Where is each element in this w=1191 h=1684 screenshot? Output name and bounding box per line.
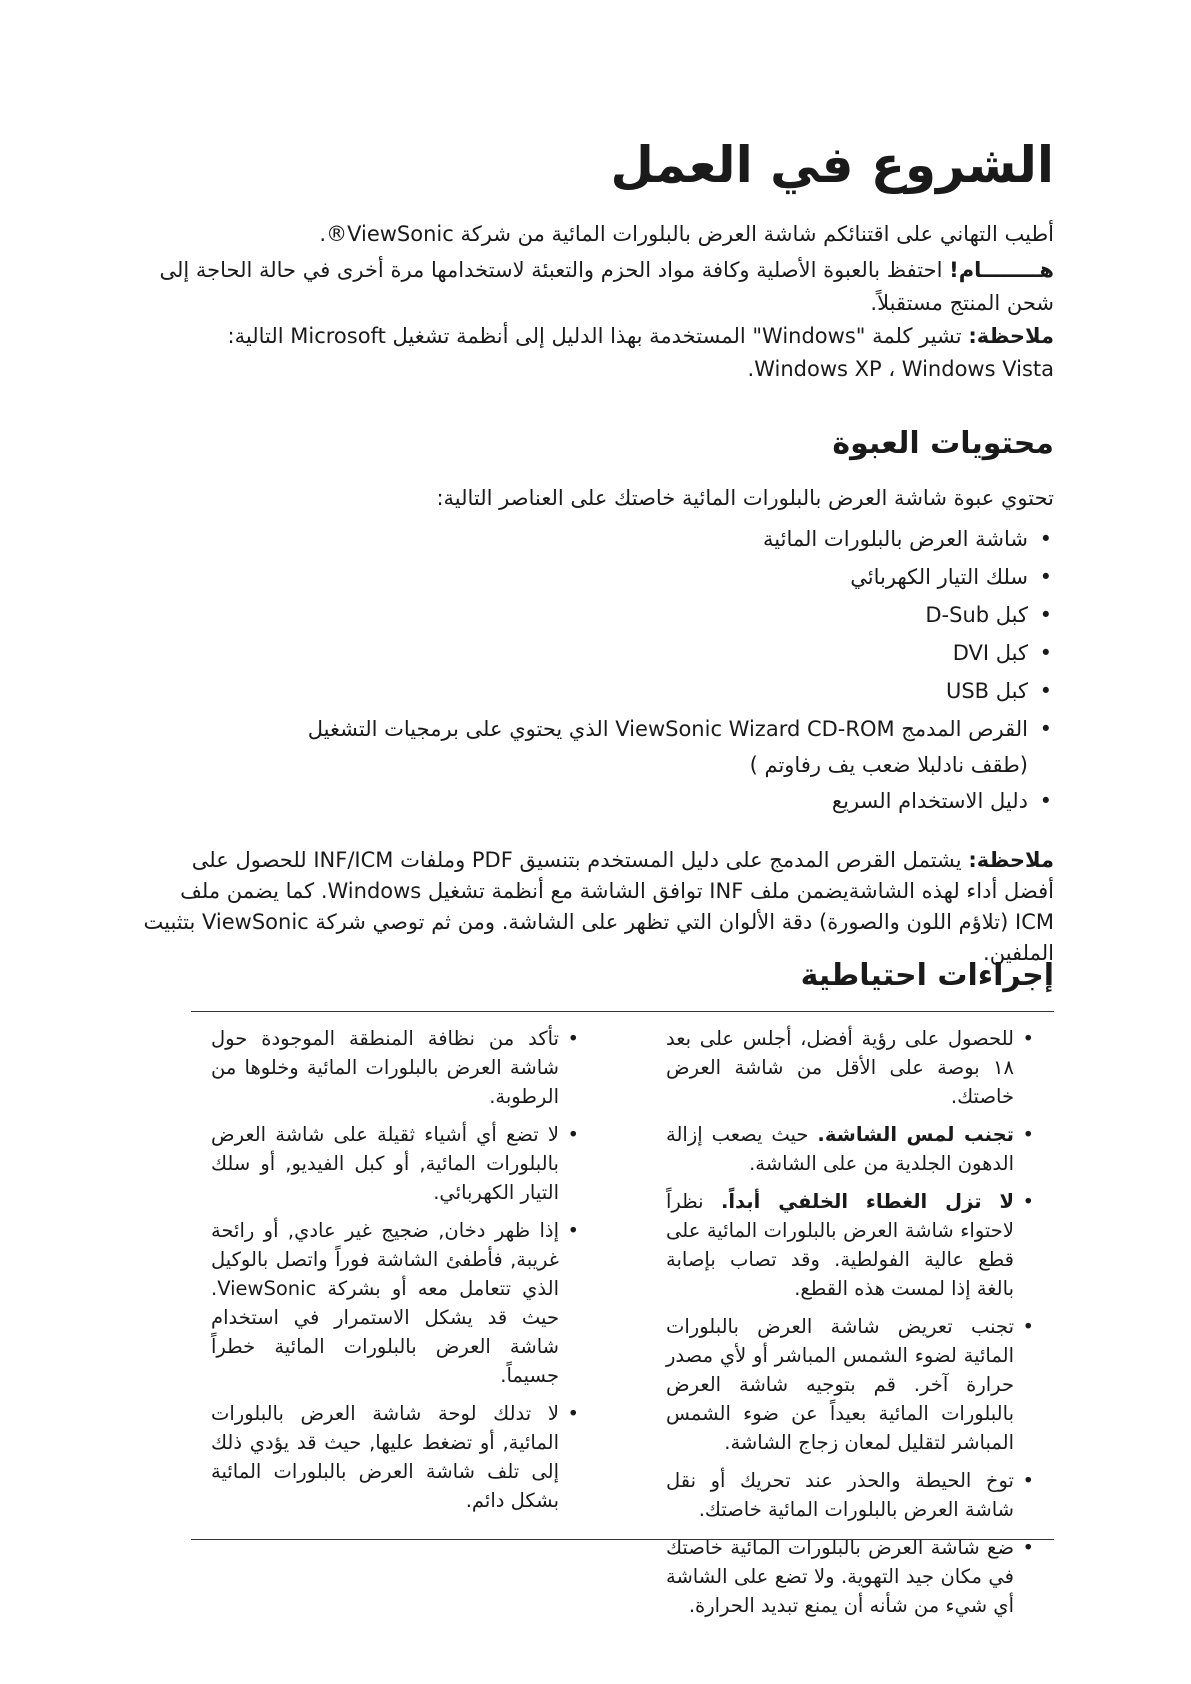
list-item: • شاشة العرض بالبلورات المائية	[137, 520, 1054, 558]
precaution-text: إذا ظهر دخان, ضجيج غير عادي, أو رائحة غريبة, فأطفئ الشاشة فوراً واتصل بالوكيل الذي تتعامل معه أو بشركة ViewSonic. حيث قد يشكل الاستمرار في استخدام شاشة العرض بالبلورات المائية خطراً جسيماً.	[211, 1219, 559, 1387]
precaution-text: تجنب تعريض شاشة العرض بالبلورات المائية لضوء الشمس المباشر أو لأي مصدر حرارة آخر. قم بتوجيه شاشة العرض بالبلورات المائية بعيداً عن ضوء الشمس المباشر لتقليل لمعان زجاج الشاشة.	[666, 1315, 1014, 1454]
note-text: يشتمل القرص المدمج على دليل المستخدم بتنسيق PDF وملفات INF/ICM للحصول على أفضل أداء لهذه الشاشةيضمن ملف INF توافق الشاشة مع أنظمة تشغيل Windows. كما يضمن ملف ICM (تلاؤم اللون والصورة) دقة الألوان التي تظهر على الشاشة. ومن ثم توصي شركة ViewSonic بتثبيت الملفين.	[143, 848, 1054, 965]
precautions-left-column	[211, 1024, 581, 1524]
precaution-item	[211, 1120, 581, 1207]
important-notice	[137, 254, 1054, 320]
precaution-text: تأكد من نظافة المنطقة الموجودة حول شاشة العرض بالبلورات المائية وخلوها من الرطوبة.	[211, 1027, 559, 1108]
list-item: • سلك التيار الكهربائي	[137, 558, 1054, 596]
list-item: • كبل DVI	[137, 634, 1054, 672]
list-item-continuation: (طقف نادلبلا ضعب يف رفاوتم )	[749, 753, 1028, 777]
precautions-heading: إجراءات احتياطية	[800, 958, 1054, 993]
list-item: • كبل USB	[137, 672, 1054, 710]
bottom-divider	[191, 1539, 1054, 1540]
package-contents-heading: محتويات العبوة	[832, 426, 1054, 461]
precaution-text: حيث يصعب إزالة الدهون الجلدية من على الشاشة.	[666, 1123, 1014, 1175]
precaution-item	[666, 1533, 1036, 1620]
list-item: • دليل الاستخدام السريع	[137, 782, 1054, 820]
list-item: • كبل D-Sub	[137, 596, 1054, 634]
precaution-item	[666, 1312, 1036, 1457]
cd-note	[137, 845, 1054, 969]
precaution-bold: تجنب لمس الشاشة.	[817, 1123, 1014, 1146]
precaution-item	[666, 1187, 1036, 1303]
note-label: ملاحظة:	[968, 324, 1054, 348]
precaution-text: لا تدلك لوحة شاشة العرض بالبلورات المائية, أو تضغط عليها, حيث قد يؤدي ذلك إلى تلف شاشة العرض بالبلورات المائية بشكل دائم.	[211, 1402, 559, 1512]
intro-paragraph: أطيب التهاني على اقتنائكم شاشة العرض بالبلورات المائية من شركة ViewSonic®.	[319, 222, 1054, 246]
important-label: هــــــــام!	[949, 258, 1054, 282]
precaution-text: توخ الحيطة والحذر عند تحريك أو نقل شاشة العرض بالبلورات المائية خاصتك.	[666, 1469, 1014, 1521]
precaution-item	[666, 1024, 1036, 1111]
precaution-item	[211, 1216, 581, 1390]
precaution-item	[211, 1399, 581, 1515]
top-divider	[191, 1011, 1054, 1012]
precaution-item	[666, 1466, 1036, 1524]
precaution-text: ضع شاشة العرض بالبلورات المائية خاصتك في مكان جيد التهوية. ولا تضع على الشاشة أي شيء من شأنه أن يمنع تبديد الحرارة.	[666, 1536, 1014, 1617]
precaution-text: للحصول على رؤية أفضل، أجلس على بعد ١٨ بوصة على الأقل من شاشة العرض خاصتك.	[666, 1027, 1014, 1108]
precaution-item	[211, 1024, 581, 1111]
package-contents-lead: تحتوي عبوة شاشة العرض بالبلورات المائية خاصتك على العناصر التالية:	[436, 486, 1054, 510]
important-text: احتفظ بالعبوة الأصلية وكافة مواد الحزم والتعبئة لاستخدامها مرة أخرى في حالة الحاجة إلى شحن المنتج مستقبلاً.	[159, 258, 1054, 315]
package-contents-list	[137, 520, 1054, 820]
note-label: ملاحظة:	[968, 848, 1054, 872]
list-item: • القرص المدمج ViewSonic Wizard CD-ROM الذي يحتوي على برمجيات التشغيل	[137, 710, 1054, 748]
note-text: تشير كلمة "Windows" المستخدمة بهذا الدليل إلى أنظمة تشغيل Microsoft التالية: Windows XP ، Windows Vista.	[227, 324, 1054, 381]
precaution-text: لا تضع أي أشياء ثقيلة على شاشة العرض بالبلورات المائية, أو كبل الفيديو, أو سلك التيار الكهربائي.	[211, 1123, 559, 1204]
precaution-text: نظراً لاحتواء شاشة العرض بالبلورات المائية على قطع عالية الفولطية. وقد تصاب بإصابة بالغة إذا لمست هذه القطع.	[666, 1190, 1014, 1300]
page-title: الشروع في العمل	[610, 136, 1054, 194]
precaution-item	[666, 1120, 1036, 1178]
windows-note	[137, 320, 1054, 386]
precaution-bold: لا تزل الغطاء الخلفي أبداً.	[720, 1190, 1014, 1213]
